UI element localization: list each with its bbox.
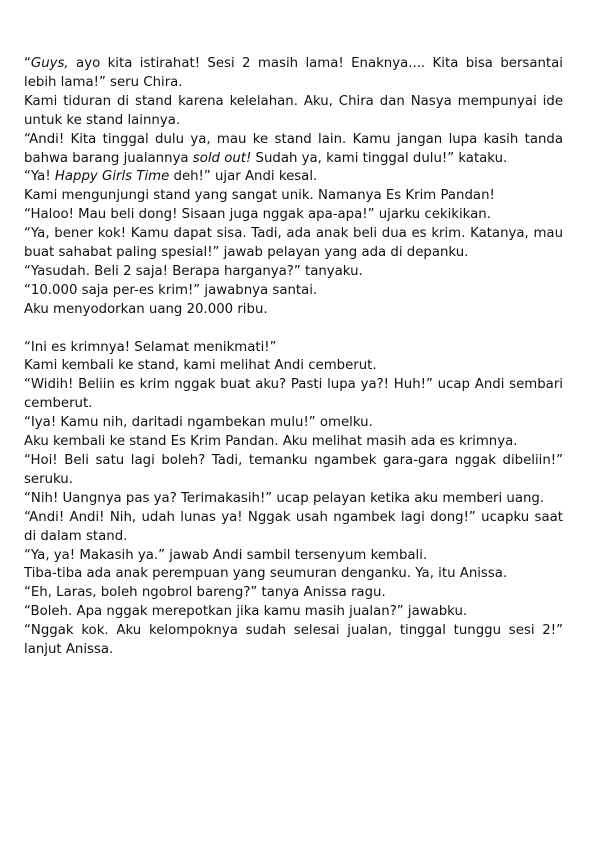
text-segment: Tiba-tiba ada anak perempuan yang seumuran denganku. Ya, itu Anissa. [24, 566, 508, 582]
text-segment: “Ini es krimnya! Selamat menikmati!” [24, 339, 277, 355]
text-segment: “Andi! Kita tinggal dulu ya, mau ke stand lain. Kamu jangan lupa kasih tanda bahwa barang jualannya [24, 131, 563, 166]
text-segment: Aku menyodorkan uang 20.000 ribu. [24, 301, 268, 317]
text-segment: “10.000 saja per-es krim!” jawabnya santai. [24, 282, 318, 298]
text-segment: “Ya, bener kok! Kamu dapat sisa. Tadi, ada anak beli dua es krim. Katanya, mau buat sahabat paling spesial!” jawab pelayan yang ada di depanku. [24, 226, 563, 261]
text-segment: “Nih! Uangnya pas ya? Terimakasih!” ucap pelayan ketika aku memberi uang. [24, 490, 545, 506]
story-paragraph [24, 225, 563, 263]
story-paragraph [24, 55, 563, 93]
story-paragraph [24, 509, 563, 547]
text-segment: Sudah ya, kami tinggal dulu!” kataku. [251, 150, 508, 166]
text-segment: “Eh, Laras, boleh ngobrol bareng?” tanya Anissa ragu. [24, 585, 386, 601]
story-paragraph [24, 93, 563, 131]
story-paragraph [24, 357, 563, 376]
story-paragraph [24, 131, 563, 169]
text-segment: “Ya! [24, 169, 55, 185]
story-paragraph [24, 622, 563, 660]
text-segment: Aku kembali ke stand Es Krim Pandan. Aku melihat masih ada es krimnya. [24, 434, 518, 450]
text-segment: “Boleh. Apa nggak merepotkan jika kamu masih jualan?” jawabku. [24, 604, 468, 620]
text-segment: “Ya, ya! Makasih ya.” jawab Andi sambil tersenyum kembali. [24, 547, 428, 563]
story-paragraph [24, 376, 563, 414]
story-paragraph [24, 168, 563, 187]
story-paragraph [24, 339, 563, 358]
story-paragraph [24, 263, 563, 282]
text-segment: ayo kita istirahat! Sesi 2 masih lama! Enaknya.... Kita bisa bersantai lebih lama!” seru Chira. [24, 56, 563, 90]
story-paragraph [24, 301, 563, 320]
text-segment: “Yasudah. Beli 2 saja! Berapa harganya?” tanyaku. [24, 263, 363, 279]
text-segment: deh!” ujar Andi kesal. [169, 169, 318, 185]
italic-phrase: Happy Girls Time [54, 169, 170, 185]
text-segment: Kami tiduran di stand karena kelelahan. Aku, Chira dan Nasya mempunyai ide untuk ke stand lainnya. [24, 93, 563, 128]
story-paragraph [24, 282, 563, 301]
story-paragraph [24, 547, 563, 566]
story-paragraph [24, 603, 563, 622]
text-segment: “Nggak kok. Aku kelompoknya sudah selesai jualan, tinggal tunggu sesi 2!” lanjut Anissa. [24, 623, 563, 658]
story-paragraph [24, 452, 563, 490]
story-paragraph [24, 206, 563, 225]
story-paragraph [24, 490, 563, 509]
text-segment: “Hoi! Beli satu lagi boleh? Tadi, temanku ngambek gara-gara nggak dibeliin!” seruku. [24, 453, 563, 487]
italic-phrase: sold out! [192, 150, 252, 166]
text-segment: “ [24, 56, 31, 71]
text-segment: Kami kembali ke stand, kami melihat Andi cemberut. [24, 358, 377, 374]
text-segment: Kami mengunjungi stand yang sangat unik. Namanya Es Krim Pandan! [24, 188, 495, 204]
italic-phrase: Guys, [30, 56, 69, 71]
story-paragraph [24, 433, 563, 452]
text-segment: “Iya! Kamu nih, daritadi ngambekan mulu!” omelku. [24, 415, 373, 431]
story-paragraph [24, 584, 563, 603]
text-segment: “Andi! Andi! Nih, udah lunas ya! Nggak usah ngambek lagi dong!” ucapku saat di dalam stand. [24, 509, 563, 544]
story-paragraph [24, 414, 563, 433]
text-segment: “Widih! Beliin es krim nggak buat aku? Pasti lupa ya?! Huh!” ucap Andi sembari cemberut. [24, 377, 563, 412]
story-paragraph [24, 565, 563, 584]
story-paragraph [24, 187, 563, 206]
story-text-body [24, 55, 563, 660]
text-segment: “Haloo! Mau beli dong! Sisaan juga nggak apa-apa!” ujarku cekikikan. [24, 207, 491, 223]
